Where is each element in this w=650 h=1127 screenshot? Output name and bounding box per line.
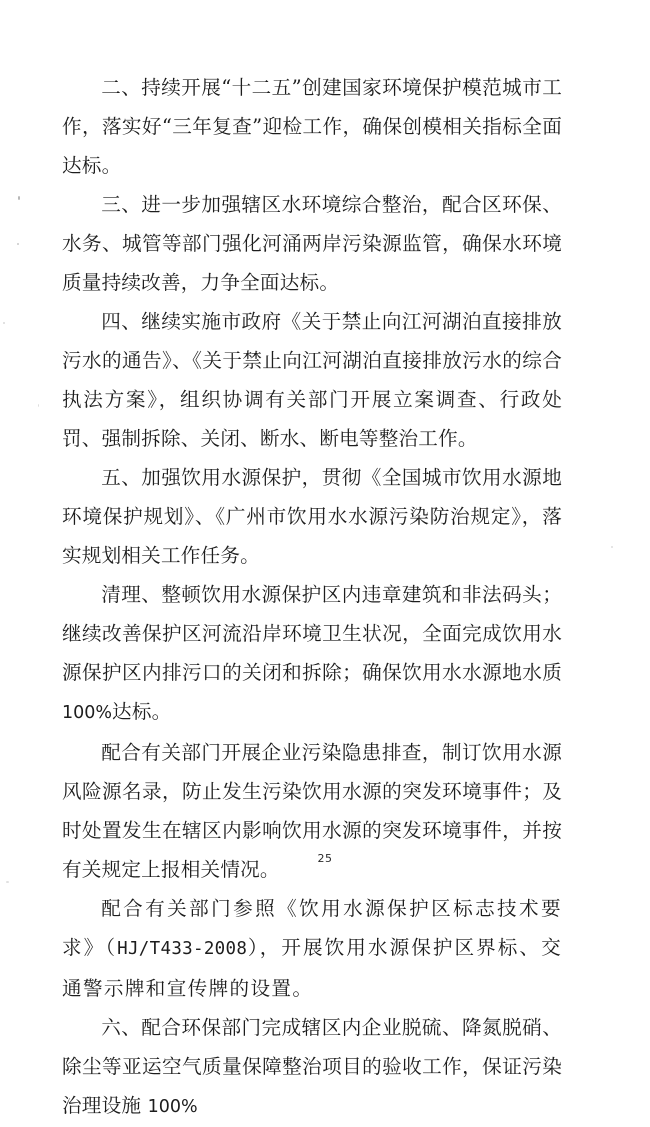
scan-speck: [6, 881, 9, 883]
paragraph-item-3: 三、进一步加强辖区水环境综合整治，配合区环保、水务、城管等部门强化河涌两岸污染源监管，确保水环境质量持续改善，力争全面达标。: [62, 193, 562, 294]
page-number: 25: [317, 852, 333, 865]
paragraph-item-2: 二、持续开展“十二五”创建国家环境保护模范城市工作，落实好“三年复查”迎检工作，确保创模相关指标全面达标。: [62, 76, 562, 177]
paragraph-item-5-sub-2: 配合有关部门开展企业污染隐患排查，制订饮用水源风险源名录，防止发生污染饮用水源的突发环境事件；及时处置发生在辖区内影响饮用水源的突发环境事件，并按有关规定上报相关情况。: [62, 741, 562, 881]
document-body: [62, 68, 562, 1127]
scan-speck: [38, 404, 39, 407]
latin-run: 100%: [62, 703, 113, 723]
scan-speck: [17, 243, 19, 245]
latin-run: HJ/T433-2008: [117, 939, 248, 959]
paragraph-item-4: 四、继续实施市政府《关于禁止向江河湖泊直接排放污水的通告》、《关于禁止向江河湖泊直接排放污水的综合执法方案》，组织协调有关部门开展立案调查、行政处罚、强制拆除、关闭、断水、断电等整治工作。: [62, 310, 562, 450]
paragraph-item-5-sub-3: 配合有关部门参照《饮用水源保护区标志技术要求》（HJ/T433-2008），开展饮用水源保护区界标、交通警示牌和宣传牌的设置。: [62, 897, 563, 1000]
paragraph-item-5-sub-1: 清理、整顿饮用水源保护区内违章建筑和非法码头；继续改善保护区河流沿岸环境卫生状况，全面完成饮用水源保护区内排污口的关闭和拆除；确保饮用水水源地水质 100%达标。: [62, 583, 562, 723]
latin-run: 100%: [147, 1097, 198, 1117]
scan-speck: [18, 196, 20, 200]
scan-speck: [611, 546, 613, 548]
paragraph-item-6: 六、配合环保部门完成辖区内企业脱硫、降氮脱硝、除尘等亚运空气质量保障整治项目的验收工作，保证污染治理设施 100%: [62, 1016, 562, 1117]
paragraph-item-5: 五、加强饮用水源保护，贯彻《全国城市饮用水源地环境保护规划》、《广州市饮用水水源污染防治规定》，落实规划相关工作任务。: [62, 466, 562, 567]
scan-speck: [3, 322, 5, 324]
